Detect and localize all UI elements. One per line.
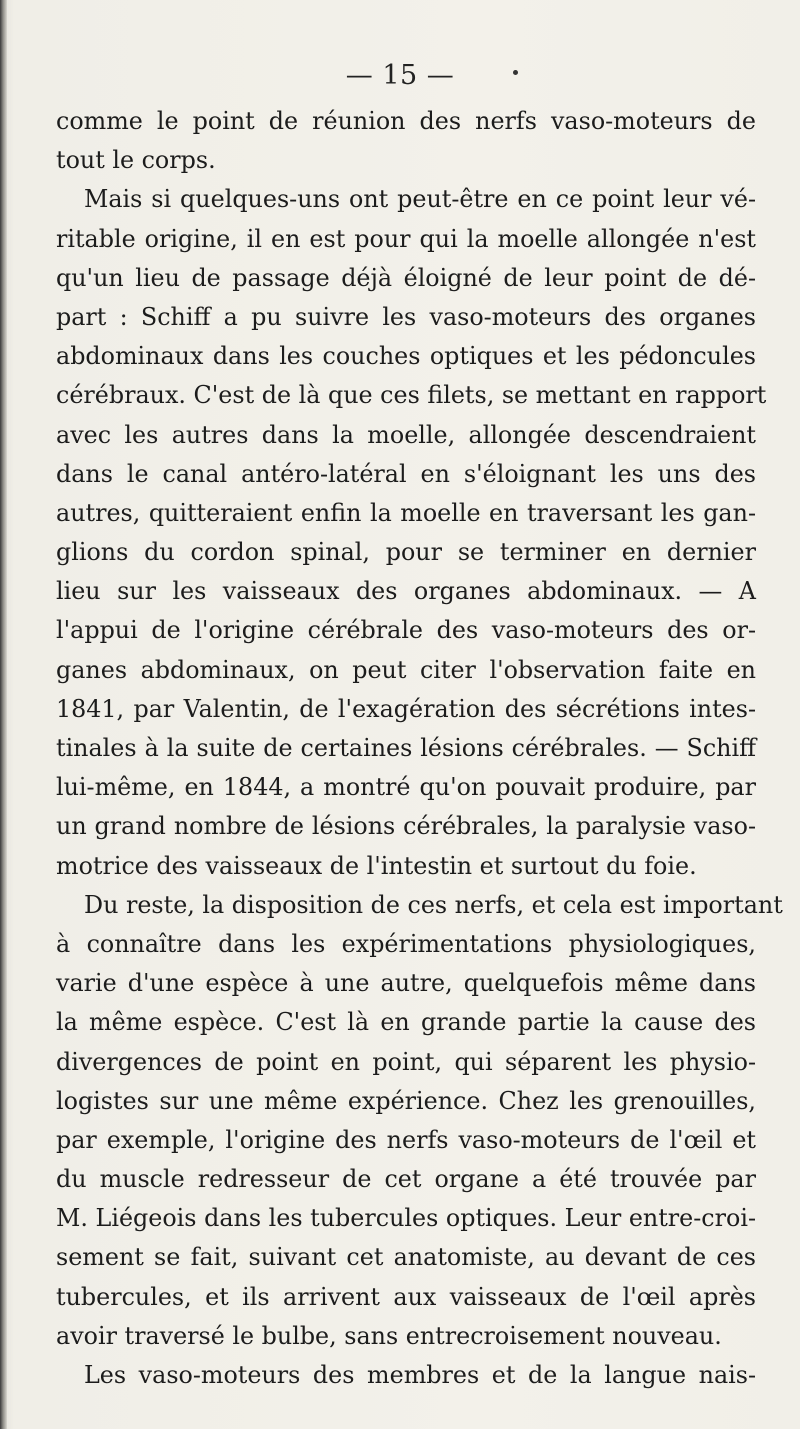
text-line: du muscle redresseur de cet organe a été trouvée par [56, 1165, 756, 1194]
text-line: Mais si quelques-uns ont peut-être en ce point leur vé- [84, 185, 756, 214]
text-line: varie d'une espèce à une autre, quelquefois même dans [56, 969, 756, 998]
page-binding-edge [0, 0, 7, 1429]
text-line: ganes abdominaux, on peut citer l'observation faite en [56, 655, 756, 684]
text-line: 1841, par Valentin, de l'exagération des sécrétions intes- [56, 694, 756, 723]
text-line: dans le canal antéro-latéral en s'éloignant les uns des [56, 459, 756, 488]
text-line: Les vaso-moteurs des membres et de la langue nais- [84, 1361, 756, 1389]
paragraph-4 [56, 1356, 756, 1395]
text-line: part : Schiff a pu suivre les vaso-moteurs des organes [56, 302, 756, 331]
text-line: avec les autres dans la moelle, allongée descendraient [56, 420, 756, 449]
text-line: M. Liégeois dans les tubercules optiques. Leur entre-croi- [56, 1204, 756, 1233]
text-line: divergences de point en point, qui séparent les physio- [56, 1047, 756, 1076]
text-line: tubercules, et ils arrivent aux vaisseaux de l'œil après [56, 1282, 756, 1311]
text-line: ritable origine, il en est pour qui la moelle allongée n'est [56, 224, 756, 253]
text-line: comme le point de réunion des nerfs vaso-moteurs de [56, 107, 756, 135]
print-speck [513, 70, 518, 75]
text-line: glions du cordon spinal, pour se terminer en dernier [56, 538, 756, 567]
paragraph-3 [56, 886, 783, 1356]
text-line: cérébraux. C'est de là que ces filets, se mettant en rapport [56, 381, 767, 410]
text-line: un grand nombre de lésions cérébrales, la paralysie vaso- [56, 812, 756, 841]
text-line: logistes sur une même expérience. Chez les grenouilles, [56, 1086, 756, 1115]
text-line: sement se fait, suivant cet anatomiste, au devant de ces [56, 1243, 756, 1272]
text-line: avoir traversé le bulbe, sans entrecroisement nouveau. [56, 1321, 722, 1350]
text-line: motrice des vaisseaux de l'intestin et surtout du foie. [56, 851, 697, 880]
page-number: — 15 — [345, 60, 455, 91]
text-line: à connaître dans les expérimentations physiologiques, [56, 929, 756, 958]
paragraph-1 [56, 102, 756, 180]
text-line: tinales à la suite de certaines lésions cérébrales. — Schiff [56, 734, 756, 762]
text-line: par exemple, l'origine des nerfs vaso-moteurs de l'œil et [56, 1125, 756, 1154]
text-line: lieu sur les vaisseaux des organes abdominaux. — A [56, 577, 756, 606]
text-line: l'appui de l'origine cérébrale des vaso-moteurs des or- [56, 616, 756, 645]
text-line: abdominaux dans les couches optiques et les pédoncules [56, 342, 756, 371]
text-line: tout le corps. [56, 146, 216, 175]
paragraph-2 [56, 180, 767, 885]
text-line: qu'un lieu de passage déjà éloigné de leur point de dé- [56, 263, 756, 292]
text-line: lui-même, en 1844, a montré qu'on pouvait produire, par [56, 773, 756, 802]
body-text [56, 102, 783, 1395]
text-line: Du reste, la disposition de ces nerfs, et cela est important [84, 890, 783, 919]
text-line: la même espèce. C'est là en grande partie la cause des [56, 1008, 756, 1037]
text-line: autres, quitteraient enfin la moelle en traversant les gan- [56, 498, 756, 527]
